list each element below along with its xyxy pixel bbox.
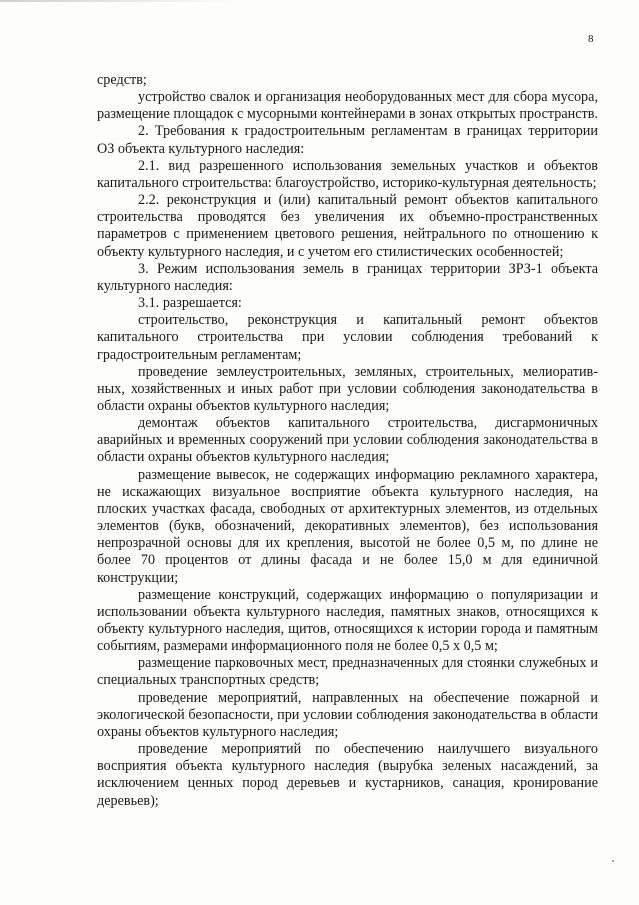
paragraph: 3. Режим использования земель в границах территории ЗРЗ-1 объекта культурного наследия: [97,260,598,294]
paragraph: размещение конструкций, содержащих информацию о популяризации и использовании объекта культурного наследия, памятных знаков, относящихся к объекту культурного наследия, щитов, относящихся к истории города и памятным событиям, размерами информационного поля не более 0,5 х 0,5 м; [97,586,598,655]
paragraph: размещение вывесок, не содержащих информацию рекламного характера, не искажающих визуальное восприятие объекта культурного наследия, на плоских участках фасада, свободных от архитектурных элементов, из отдельных элементов (букв, обозначений, декоративных элементов), без использования непрозрачной основы для их крепления, высотой не более 0,5 м, по длине не более 70 процентов от длины фасада и не более 15,0 м для единичной конструкции; [97,466,598,586]
paragraph: 3.1. разрешается: [138,295,242,312]
paragraph: средств; [97,72,147,88]
paragraph: 2.2. реконструкция и (или) капитальный ремонт объектов капитального строительства проводятся без увеличения их объемно-пространственных параметров с применением цветового решения, нейтрального по отношению к объекту культурного наследия, и с учетом его стилистических особенностей; [97,192,598,260]
paragraph: демонтаж объектов капитального строительства, дисгармоничных аварийных и временных сооружений при условии соблюдения законодательства в области охраны объектов культурного наследия; [97,415,598,466]
paragraph: проведение землеустроительных, земляных, строительных, мелиоративных, хозяйственных и иных работ при условии соблюдения законодательства в области охраны объектов культурного наследия; [97,363,598,414]
paragraph: размещение парковочных мест, предназначенных для стоянки служебных и специальных транспортных средств; [97,655,598,689]
paragraph: проведение мероприятий по обеспечению наилучшего визуального восприятия объекта культурного наследия (вырубка зеленых насаждений, за исключением ценных пород деревьев и кустарников, санация, кронирование деревьев); [97,741,598,809]
paragraph: строительство, реконструкция и капитальный ремонт объектов капитального строительства при условии соблюдения требований к градостроительным регламентам; [97,312,598,363]
document-body [97,72,598,810]
paragraph: устройство свалок и организация необорудованных мест для сбора мусора, размещение площадок с мусорными контейнерами в зонах открытых пространств. [97,89,598,123]
page-number: 8 [588,33,594,45]
paragraph: 2.1. вид разрешенного использования земельных участков и объектов капитального строительства: благоустройство, историко-культурная деятельность; [97,157,598,191]
scan-speck [612,860,614,862]
paragraph: проведение мероприятий, направленных на обеспечение пожарной и экологической безопасности, при условии соблюдения законодательства в области охраны объектов культурного наследия; [97,689,598,740]
scan-edge-shadow [0,0,240,2]
paragraph: 2. Требования к градостроительным регламентам в границах территории ОЗ объекта культурного наследия: [97,123,598,157]
